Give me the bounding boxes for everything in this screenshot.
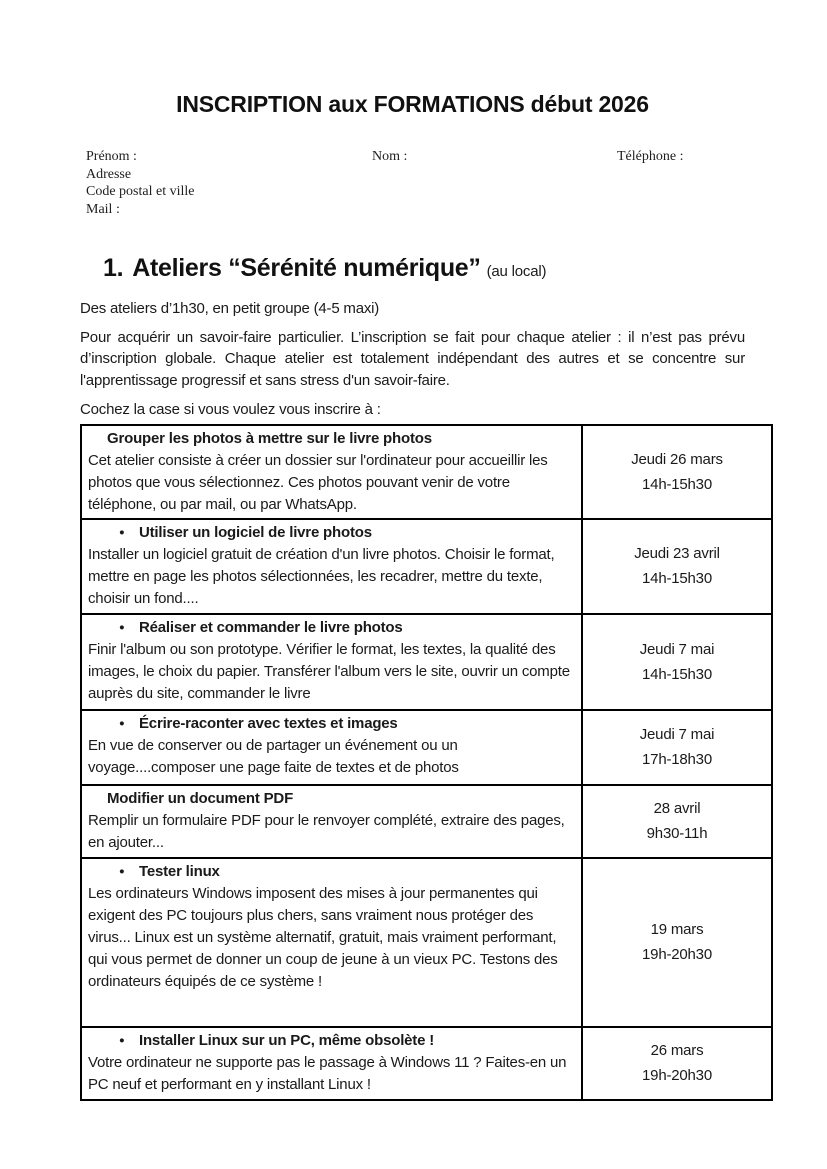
bullet-icon: ●: [119, 622, 125, 633]
telephone-label: Téléphone :: [617, 149, 684, 164]
workshop-date: 28 avril: [653, 800, 701, 817]
workshop-time: 14h-15h30: [642, 665, 712, 683]
workshop-time: 19h-20h30: [642, 946, 712, 963]
workshop-time: 14h-15h30: [642, 570, 712, 587]
workshop-title-text: Utiliser un logiciel de livre photos: [139, 523, 372, 541]
workshop-date: 19 mars: [650, 921, 704, 938]
workshop-description-cell: [81, 614, 582, 710]
workshop-description-cell: [81, 425, 582, 519]
workshop-title-text: Installer Linux sur un PC, même obsolète !: [139, 1031, 434, 1049]
code-postal-ville-label: Code postal et ville: [86, 184, 195, 199]
checkbox-instruction: Cochez la case si vous voulez vous inscrire à :: [80, 401, 381, 418]
bullet-icon: ●: [119, 1035, 125, 1046]
section-title-suffix: (au local): [486, 263, 547, 280]
workshop-schedule-cell: [582, 858, 772, 1027]
workshop-schedule-cell: [582, 425, 772, 519]
section-heading: [80, 250, 745, 290]
workshop-description: En vue de conserver ou de partager un événement ou un voyage....composer une page faite de textes et de photos: [88, 737, 459, 776]
workshop-title: Grouper les photos à mettre sur le livre photos: [107, 429, 432, 447]
workshop-title: [88, 861, 573, 884]
workshop-description-cell: [81, 519, 582, 614]
workshop-title: [88, 1030, 573, 1053]
workshop-description: Installer un logiciel gratuit de création d'un livre photos. Choisir le format, mettre en page les photos sélectionnées, les recadrer, mettre du texte, choisir un fond....: [88, 546, 555, 607]
workshop-description-cell: [81, 785, 582, 858]
workshop-date: Jeudi 26 mars: [631, 450, 723, 468]
form-row-identity: [80, 148, 745, 166]
workshop-date: Jeudi 7 mai: [639, 640, 715, 658]
workshop-row: [81, 1027, 772, 1100]
workshop-title: [88, 713, 573, 736]
workshop-description: Votre ordinateur ne supporte pas le passage à Windows 11 ? Faites-en un PC neuf et performant en y installant Linux !: [88, 1054, 567, 1093]
workshop-description-cell: [81, 858, 582, 1027]
workshop-schedule-cell: [582, 710, 772, 785]
workshop-row: [81, 710, 772, 785]
workshop-date: Jeudi 7 mai: [639, 726, 715, 743]
workshop-time: 9h30-11h: [646, 825, 708, 842]
workshop-schedule-cell: [582, 614, 772, 710]
workshop-schedule-cell: [582, 519, 772, 614]
workshop-title: Modifier un document PDF: [107, 789, 294, 807]
workshop-title: [88, 522, 573, 545]
workshop-description-cell: [81, 710, 582, 785]
mail-label: Mail :: [86, 201, 120, 217]
workshop-date: 26 mars: [650, 1042, 704, 1059]
workshop-schedule-cell: [582, 1027, 772, 1100]
workshop-title-text: Écrire-raconter avec textes et images: [139, 714, 398, 732]
workshop-time: 17h-18h30: [642, 751, 712, 768]
workshop-title-text: Tester linux: [139, 862, 220, 880]
intro-line: Des ateliers d’1h30, en petit groupe (4-5 maxi): [80, 300, 380, 317]
section-number: 1.: [103, 254, 124, 282]
adresse-label: Adresse: [86, 166, 132, 182]
bullet-icon: ●: [119, 866, 125, 877]
workshop-schedule-cell: [582, 785, 772, 858]
bullet-icon: ●: [119, 527, 125, 538]
intro-paragraph: Pour acquérir un savoir-faire particulier. L’inscription se fait pour chaque atelier : il n’est pas prévu d’inscription globale. Chaque atelier est totalement indépendant des autres et se concentre sur l'apprentissage progressif et sans stress d'un savoir-faire.: [80, 328, 745, 389]
document-content: [80, 0, 745, 1101]
workshop-description: Remplir un formulaire PDF pour le renvoyer complété, extraire des pages, en ajouter...: [88, 811, 565, 851]
workshop-row: [81, 425, 772, 519]
nom-label: Nom :: [372, 149, 408, 164]
workshop-description: Cet atelier consiste à créer un dossier sur l'ordinateur pour accueillir les photos que vous sélectionnez. Ces photos pouvant venir de votre téléphone, ou par mail, ou par WhatsApp.: [88, 451, 548, 513]
section-title: Ateliers “Sérénité numérique”: [132, 254, 481, 282]
workshops-table: [80, 424, 773, 1101]
workshop-description: Les ordinateurs Windows imposent des mises à jour permanentes qui exigent des PC toujours plus chers, sans vraiment nous protéger des virus... Linux est un système alternatif, gratuit, mais vraiment performant, qui vous permet de donner un coup de jeune à un vieux PC. Testons des ordinateurs équipés de ce système !: [88, 885, 558, 990]
workshop-time: 14h-15h30: [642, 475, 712, 493]
workshop-row: [81, 785, 772, 858]
workshop-row: [81, 614, 772, 710]
workshop-time: 19h-20h30: [642, 1067, 712, 1084]
prenom-label: Prénom :: [86, 149, 137, 164]
workshop-date: Jeudi 23 avril: [634, 545, 720, 562]
workshop-title-text: Réaliser et commander le livre photos: [139, 618, 403, 636]
workshop-description-cell: [81, 1027, 582, 1100]
page-title: INSCRIPTION aux FORMATIONS début 2026: [176, 91, 649, 117]
workshop-title: [88, 617, 573, 640]
contact-form-block: [80, 148, 745, 218]
workshop-row: [81, 858, 772, 1027]
workshop-description: Finir l'album ou son prototype. Vérifier le format, les textes, la qualité des images, le choix du papier. Transférer l'album vers le site, ouvrir un compte auprès du site, commander le livre: [88, 641, 570, 702]
workshop-row: [81, 519, 772, 614]
bullet-icon: ●: [119, 718, 125, 729]
